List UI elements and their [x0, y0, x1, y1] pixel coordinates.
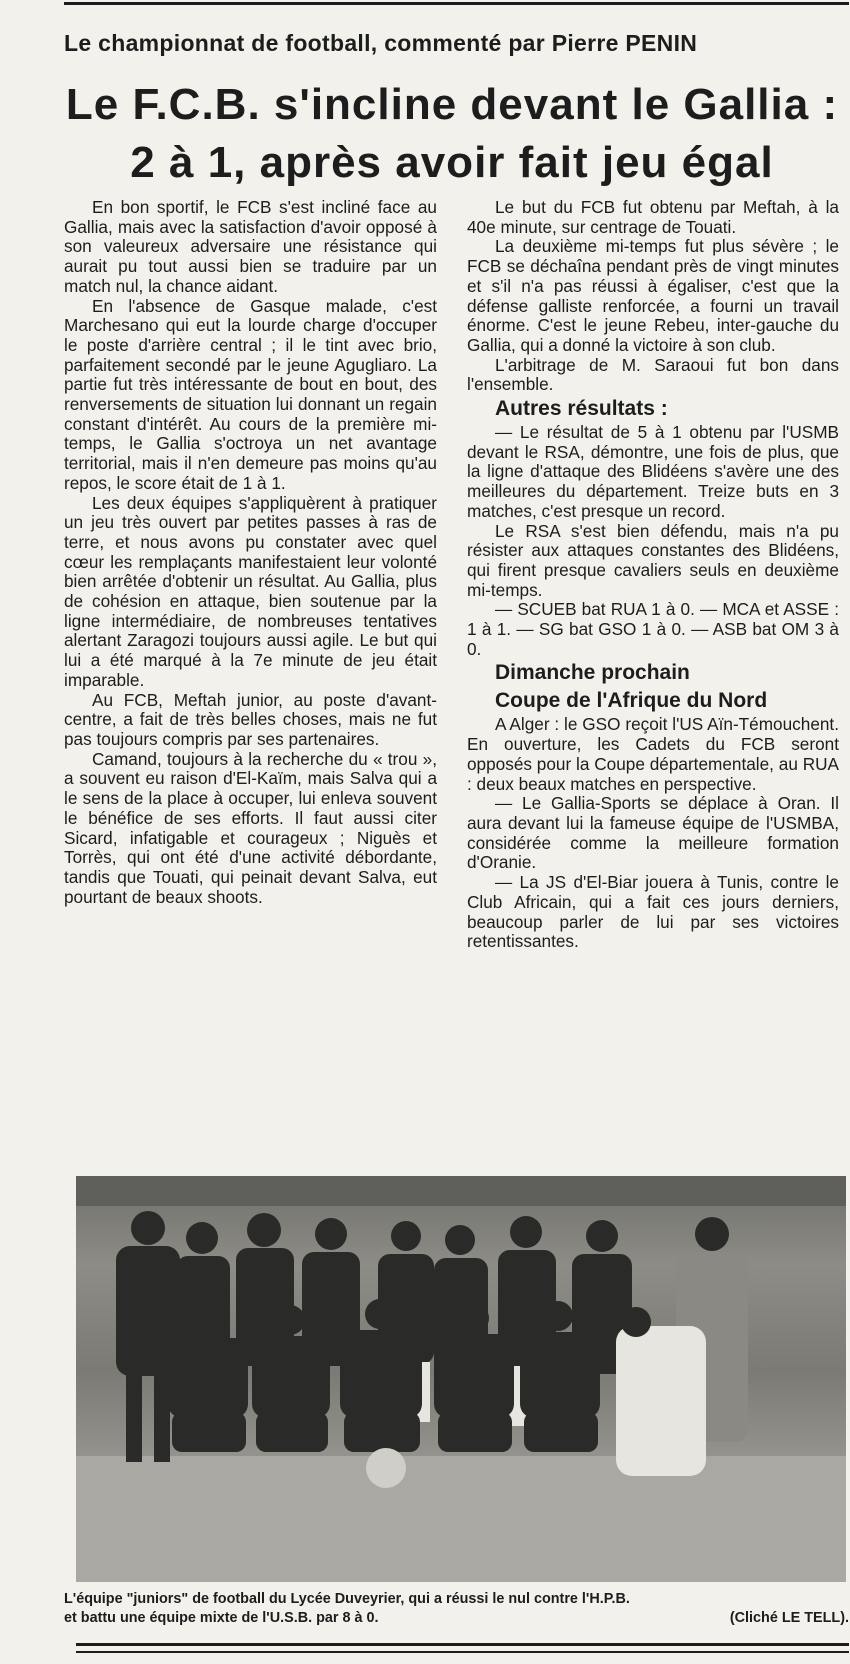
caption-line-2-row — [64, 1609, 849, 1628]
team-photo-illustration — [76, 1176, 846, 1582]
autres-resultats-heading: Autres résultats : — [495, 397, 668, 421]
team-photo — [76, 1176, 846, 1582]
top-rule — [64, 2, 849, 5]
paragraph: A Alger : le GSO reçoit l'US Aïn-Témouchent. En ouverture, les Cadets du FCB seront opposés pour la Coupe départementale, au RUA : deux beaux matches en perspective. — [467, 714, 839, 794]
coupe-heading: Coupe de l'Afrique du Nord — [495, 689, 768, 713]
paragraph: L'arbitrage de M. Saraoui fut bon dans l'ensemble. — [467, 354, 839, 395]
article-headline — [52, 76, 850, 192]
paragraph: — La JS d'El-Biar jouera à Tunis, contre le Club Africain, qui a fait ces jours derniers, beaucoup parler de lui par ses victoires retentissantes. — [467, 872, 839, 952]
paragraph: Les deux équipes s'appliquèrent à pratiquer un jeu très ouvert par petites passes à ras de terre, et nous avons pu constater avec quel cœur les remplaçants manifestaient leur volonté bien arrêtée d'obtenir un résultat. Au Gallia, plus de cohésion en attaque, bien soutenue par la ligne intermédiaire, de nombreuses tentatives alertant Zaragozi toujours aussi agile. Le but qui lui a été marqué à la 7e minute de jeu était imparable. — [64, 492, 437, 690]
right-column — [467, 198, 839, 952]
headline-line-2: 2 à 1, après avoir fait jeu égal — [130, 138, 774, 187]
paragraph: Le but du FCB fut obtenu par Meftah, à la 40e minute, sur centrage de Touati. — [467, 197, 839, 237]
caption-line-1: L'équipe "juniors" de football du Lycée Duveyrier, qui a réussi le nul contre l'H.P.B. — [64, 1591, 630, 1607]
bottom-rule-secondary — [76, 1651, 849, 1653]
bottom-rule — [76, 1643, 849, 1646]
paragraph: Camand, toujours à la recherche du « trou », a souvent eu raison d'El-Kaïm, mais Salva qui a le sens de la place à occuper, lui enleva souvent le bénéfice de ses efforts. Il faut aussi citer Sicard, infatigable et courageux ; Niguès et Torrès, qui ont été d'une activité débordante, tandis que Touati, qui peinait devant Salva, eut pourtant de beaux shoots. — [64, 748, 437, 907]
photo-credit: (Cliché LE TELL). — [729, 1610, 849, 1626]
paragraph: Le RSA s'est bien défendu, mais n'a pu résister aux attaques constantes des Blidéens, qui firent presque cavaliers seuls en deuxième mi-temps. — [467, 520, 839, 600]
paragraph: En bon sportif, le FCB s'est incliné face au Gallia, mais avec la satisfaction d'avoir opposé à son valeureux adversaire une résistance qui aurait pu tout aussi bien se traduire par un match nul, la chance aidant. — [64, 197, 437, 296]
article-kicker: Le championnat de football, commenté par Pierre PENIN — [64, 30, 698, 56]
paragraph: En l'absence de Gasque malade, c'est Marchesano qui eut la lourde charge d'occuper le poste d'arrière central ; il le tint avec brio, parfaitement secondé par le jeune Agugliaro. La partie fut très intéressante de bout en bout, des renversements de situation lui donnant un regain constant d'intérêt. Au cours de la première mi-temps, le Gallia s'octroya un net avantage territorial, mais il n'en demeure pas moins qu'au repos, le score était de 1 à 1. — [64, 295, 437, 493]
paragraph: — SCUEB bat RUA 1 à 0. — MCA et ASSE : 1 à 1. — SG bat GSO 1 à 0. — ASB bat OM 3 à 0. — [467, 599, 839, 659]
left-column — [64, 198, 437, 907]
paragraph: La deuxième mi-temps fut plus sévère ; le FCB se déchaîna pendant près de vingt minutes et s'il n'a pas réussi à égaliser, c'est que la défense galliste renforcée, a fourni un travail énorme. C'est le jeune Rebeu, inter-gauche du Gallia, qui a donné la victoire à son club. — [467, 236, 839, 355]
dimanche-heading: Dimanche prochain — [495, 661, 690, 685]
headline-line-1: Le F.C.B. s'incline devant le Gallia : — [65, 80, 839, 129]
paragraph: — Le Gallia-Sports se déplace à Oran. Il aura devant lui la fameuse équipe de l'USMBA, considérée comme la meilleure formation d'Oranie. — [467, 793, 839, 873]
paragraph: Au FCB, Meftah junior, au poste d'avant-centre, a fait de très belles choses, mais ne fut pas toujours compris par ses partenaires. — [64, 689, 437, 749]
photo-caption — [64, 1590, 849, 1628]
caption-line-2: et battu une équipe mixte de l'U.S.B. par 8 à 0. — [64, 1610, 379, 1626]
paragraph: — Le résultat de 5 à 1 obtenu par l'USMB devant le RSA, démontre, une fois de plus, que la ligne d'attaque des Blidéens s'avère une des meilleures du département. Treize buts en 3 matches, c'est presque un record. — [467, 422, 839, 521]
